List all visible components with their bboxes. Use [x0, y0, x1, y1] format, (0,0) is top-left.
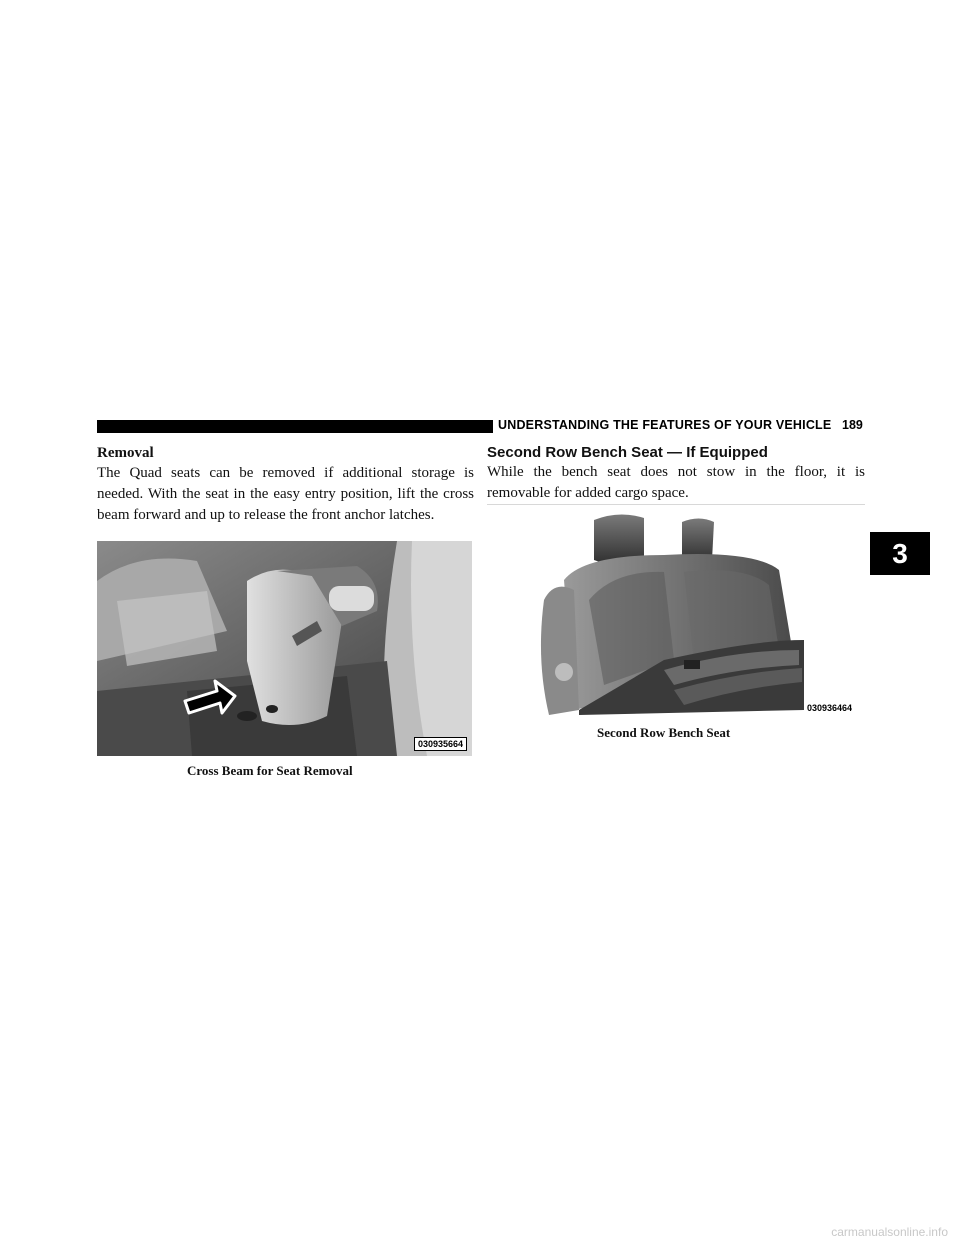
figure-code-left: 030935664: [414, 737, 467, 751]
running-header-title: UNDERSTANDING THE FEATURES OF YOUR VEHICLE: [498, 418, 832, 432]
cross-beam-illustration: [97, 541, 472, 756]
figure-code-right: 030936464: [807, 703, 853, 713]
figure-caption-left: Cross Beam for Seat Removal: [187, 763, 353, 778]
chapter-tab: 3: [870, 532, 930, 575]
watermark: carmanualsonline.info: [831, 1225, 948, 1239]
bench-seat-photo: [524, 510, 866, 718]
figure-caption-right: Second Row Bench Seat: [597, 725, 731, 740]
removal-heading: Removal: [97, 445, 154, 461]
bench-seat-paragraph: While the bench seat does not stow in the floor, it is removable for added cargo space.: [487, 464, 865, 501]
divider-rule: [487, 504, 865, 505]
bench-seat-heading: Second Row Bench Seat — If Equipped: [487, 444, 768, 461]
cross-beam-photo: [97, 541, 472, 756]
bench-seat-illustration: [524, 510, 866, 718]
header-bar: [97, 420, 493, 433]
page-number: 189: [842, 418, 863, 432]
left-column: [97, 443, 474, 526]
removal-paragraph: The Quad seats can be removed if additional storage is needed. With the seat in the easy entry position, lift the cross beam forward and up to release the front anchor latches.: [97, 465, 474, 523]
